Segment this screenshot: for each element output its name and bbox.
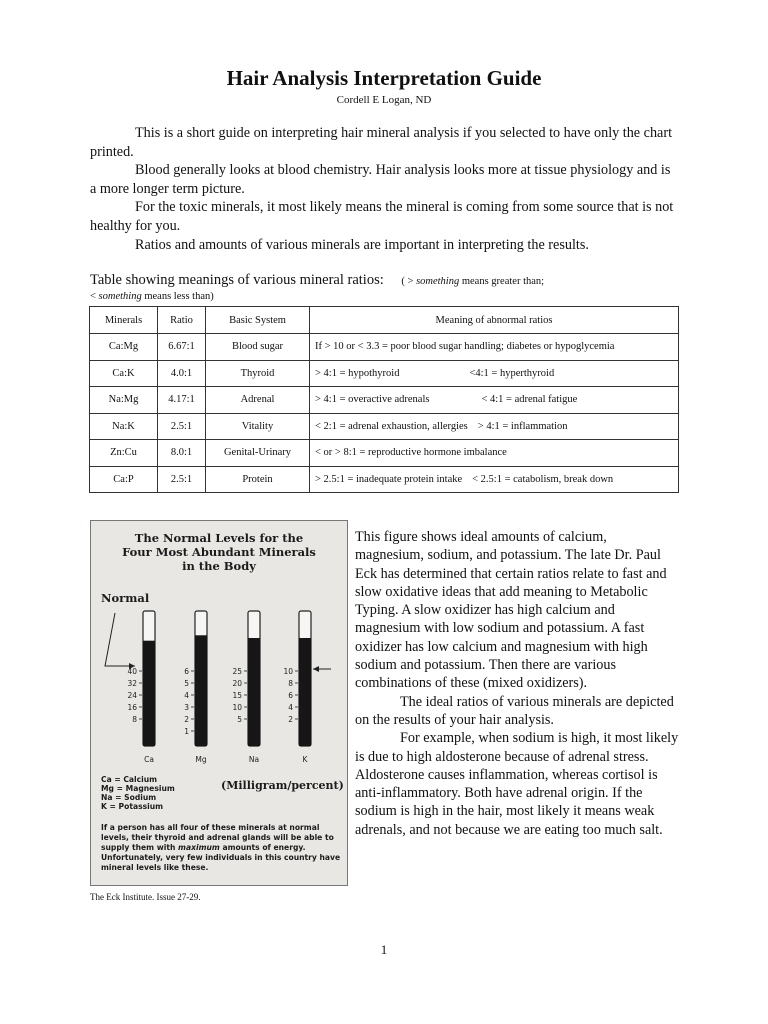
normal-label: Normal <box>101 591 150 605</box>
document-title: Hair Analysis Interpretation Guide <box>226 66 542 90</box>
cell-system: Thyroid <box>206 360 310 387</box>
legend-item: Na = Sodium <box>101 793 157 802</box>
cell-ratio: 6.67:1 <box>158 334 206 361</box>
table-row <box>90 466 679 493</box>
cell-ratio: 8.0:1 <box>158 440 206 467</box>
mineral-levels-figure <box>90 520 348 886</box>
mineral-ratio-table <box>89 306 679 493</box>
cell-meaning <box>310 360 679 387</box>
table-caption-main: Table showing meanings of various mineral ratios: <box>90 272 384 288</box>
meaning-secondary: < 2.5:1 = catabolism, break down <box>472 473 614 485</box>
tick-label: 5 <box>184 679 189 688</box>
description-paragraph: For example, when sodium is high, it most likely is due to high aldosterone because of adrenal stress. Aldosterone causes inflammation, whereas cortisol is anti-inflammatory. Both have adrenal origin. If the sodium is high in the hair, most likely it means weak adrenals, and not because we are eating too much salt. <box>355 730 679 838</box>
table-caption <box>90 272 690 289</box>
tick-label: 8 <box>132 715 137 724</box>
description-paragraph: The ideal ratios of various minerals are depicted on the results of your hair analysis. <box>355 693 674 728</box>
tube-label: Na <box>248 755 260 764</box>
figure-description <box>355 528 679 839</box>
caption-text: means less than) <box>141 291 214 302</box>
tick-label: 16 <box>127 703 137 712</box>
header-meaning: Meaning of abnormal ratios <box>310 307 679 334</box>
unit-label: (Milligram/percent) <box>221 779 344 792</box>
cell-mineral: Ca:K <box>90 360 158 387</box>
meaning-primary: > 4:1 = overactive adrenals <box>315 394 430 406</box>
tick-label: 4 <box>184 691 189 700</box>
note-text: amounts of energy. Unfortunately, very few individuals in this country have mineral levels like these. <box>101 843 341 872</box>
tick-label: 1 <box>184 727 189 736</box>
tick-label: 10 <box>232 703 242 712</box>
intro-paragraph: For the toxic minerals, it most likely means the mineral is coming from some source that is not healthy for you. <box>90 199 674 234</box>
tube-fill <box>248 638 260 746</box>
tick-label: 10 <box>283 667 293 676</box>
tick-label: 25 <box>232 667 242 676</box>
intro-section <box>90 124 675 254</box>
meaning-primary: < 2:1 = adrenal exhaustion, allergies <box>315 420 468 432</box>
table-caption-note <box>401 276 544 287</box>
cell-ratio: 4.0:1 <box>158 360 206 387</box>
intro-paragraph: Ratios and amounts of various minerals are important in interpreting the results. <box>135 236 589 253</box>
pointer-arrow-right <box>313 666 319 672</box>
tick-label: 2 <box>288 715 293 724</box>
mineral-legend <box>101 775 175 811</box>
intro-paragraph: This is a short guide on interpreting hair mineral analysis if you selected to have only the chart printed. <box>90 125 673 160</box>
caption-text: means greater than; <box>459 276 545 287</box>
note-emphasis: maximum <box>178 843 220 852</box>
caption-text: < <box>90 291 99 302</box>
meaning-primary: If > 10 or < 3.3 = poor blood sugar handling; diabetes or hypoglycemia <box>315 341 615 353</box>
cell-system: Protein <box>206 466 310 493</box>
legend-item: Ca = Calcium <box>101 775 158 784</box>
meaning-primary: > 4:1 = hypothyroid <box>315 367 400 379</box>
tick-label: 5 <box>237 715 242 724</box>
cell-mineral: Na:K <box>90 413 158 440</box>
meaning-primary: > 2.5:1 = inadequate protein intake <box>315 473 463 485</box>
tube-label: Mg <box>195 755 207 764</box>
tick-label: 24 <box>127 691 137 700</box>
legend-item: Mg = Magnesium <box>101 784 175 793</box>
cell-system: Vitality <box>206 413 310 440</box>
pointer-line-left <box>105 613 135 666</box>
caption-emphasis: something <box>416 276 460 287</box>
tube-label: Ca <box>144 755 154 764</box>
meaning-primary: < or > 8:1 = reproductive hormone imbalance <box>315 447 507 459</box>
cell-ratio: 2.5:1 <box>158 466 206 493</box>
cell-ratio: 4.17:1 <box>158 387 206 414</box>
cell-mineral: Zn:Cu <box>90 440 158 467</box>
tube-fill <box>143 641 155 746</box>
tube-label: K <box>302 755 308 764</box>
tick-label: 2 <box>184 715 189 724</box>
table-header-row <box>90 307 679 334</box>
header-minerals: Minerals <box>90 307 158 334</box>
cell-meaning <box>310 334 679 361</box>
caption-text: ( > <box>401 276 417 287</box>
table-row <box>90 413 679 440</box>
description-paragraph: This figure shows ideal amounts of calcium, magnesium, sodium, and potassium. The late Dr. Paul Eck has determined that certain ratios relate to fast and slow oxidative ideas that add meaning to Metabolic Typing. A slow oxidizer has high calcium and magnesium with low sodium and potassium. A fast oxidizer has low calcium and magnesium with high sodium and potassium. Then there are various combinations of these (mixed oxidizers). <box>355 529 667 692</box>
tube-fill <box>299 638 311 746</box>
page-number: 1 <box>380 942 388 957</box>
table-body <box>90 334 679 493</box>
tick-label: 15 <box>232 691 242 700</box>
caption-emphasis: something <box>98 291 142 302</box>
tick-label: 3 <box>184 703 189 712</box>
table-row <box>90 334 679 361</box>
cell-system: Blood sugar <box>206 334 310 361</box>
meaning-secondary: > 4:1 = inflammation <box>477 420 568 432</box>
tick-label: 6 <box>288 691 293 700</box>
author-line: Cordell E Logan, ND <box>336 94 432 106</box>
note-text: If a person has all four of these minerals at normal levels, their thyroid and adrenal glands will be able to supply them with <box>101 823 334 852</box>
tick-label: 8 <box>288 679 293 688</box>
cell-mineral: Na:Mg <box>90 387 158 414</box>
cell-meaning <box>310 466 679 493</box>
header-ratio: Ratio <box>158 307 206 334</box>
tick-label: 40 <box>127 667 137 676</box>
meaning-secondary: <4:1 = hyperthyroid <box>469 367 555 379</box>
cell-system: Adrenal <box>206 387 310 414</box>
cell-meaning <box>310 413 679 440</box>
figure-source: The Eck Institute. Issue 27-29. <box>90 892 201 902</box>
figure-title-line: in the Body <box>182 559 256 573</box>
header-basic-system: Basic System <box>206 307 310 334</box>
table-row <box>90 360 679 387</box>
cell-meaning <box>310 387 679 414</box>
cell-ratio: 2.5:1 <box>158 413 206 440</box>
table-row <box>90 387 679 414</box>
cell-system: Genital-Urinary <box>206 440 310 467</box>
figure-title-line: The Normal Levels for the <box>134 531 304 545</box>
table-caption-continued <box>90 291 214 302</box>
cell-meaning <box>310 440 679 467</box>
meaning-secondary: < 4:1 = adrenal fatigue <box>481 394 578 406</box>
tube-fill <box>195 635 207 746</box>
legend-item: K = Potassium <box>101 802 164 811</box>
intro-paragraph: Blood generally looks at blood chemistry. Hair analysis looks more at tissue physiology and is a more longer term picture. <box>90 162 671 197</box>
figure-note <box>101 823 341 873</box>
figure-title-line: Four Most Abundant Minerals <box>122 545 316 559</box>
cell-mineral: Ca:P <box>90 466 158 493</box>
tick-label: 20 <box>232 679 242 688</box>
tick-label: 6 <box>184 667 189 676</box>
table-row <box>90 440 679 467</box>
tick-label: 4 <box>288 703 293 712</box>
tick-label: 32 <box>127 679 137 688</box>
cell-mineral: Ca:Mg <box>90 334 158 361</box>
